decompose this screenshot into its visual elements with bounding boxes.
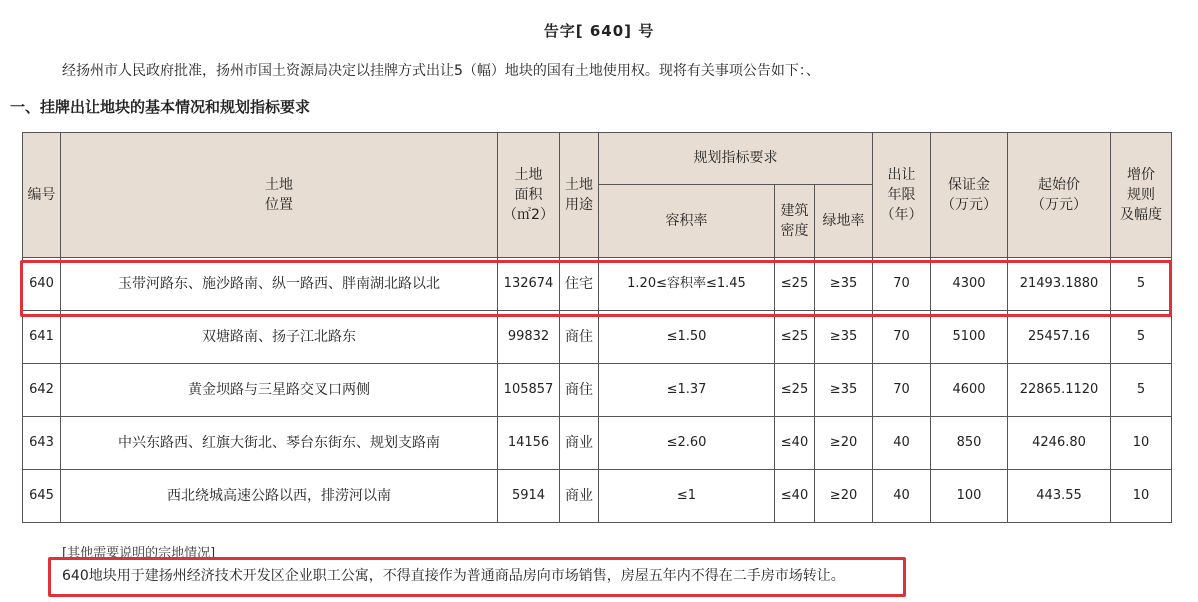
cell-far: ≤1.37 bbox=[599, 364, 775, 417]
cell-green: ≥20 bbox=[815, 417, 873, 470]
note-label: [其他需要说明的宗地情况] bbox=[62, 546, 216, 561]
cell-location: 黄金坝路与三星路交叉口两侧 bbox=[61, 364, 498, 417]
cell-increment: 5 bbox=[1111, 364, 1172, 417]
cell-start-price: 443.55 bbox=[1008, 470, 1111, 523]
cell-term: 70 bbox=[873, 258, 931, 311]
intro-paragraph: 经扬州市人民政府批准，扬州市国土资源局决定以挂牌方式出让5（幅）地块的国有土地使用权。现将有关事项公告如下：、 bbox=[62, 63, 820, 79]
cell-term: 70 bbox=[873, 311, 931, 364]
cell-far: ≤1 bbox=[599, 470, 775, 523]
header-deposit: 保证金 （万元） bbox=[931, 133, 1008, 258]
cell-green: ≥35 bbox=[815, 258, 873, 311]
cell-area: 105857 bbox=[498, 364, 560, 417]
cell-area: 5914 bbox=[498, 470, 560, 523]
table-row bbox=[23, 470, 1172, 523]
cell-term: 70 bbox=[873, 364, 931, 417]
header-planning: 规划指标要求 bbox=[599, 133, 873, 185]
cell-use: 商业 bbox=[560, 470, 599, 523]
cell-location: 玉带河路东、施沙路南、纵一路西、胖南湖北路以北 bbox=[61, 258, 498, 311]
cell-start-price: 21493.1880 bbox=[1008, 258, 1111, 311]
cell-id: 643 bbox=[23, 417, 61, 470]
cell-far: ≤2.60 bbox=[599, 417, 775, 470]
cell-start-price: 25457.16 bbox=[1008, 311, 1111, 364]
cell-term: 40 bbox=[873, 417, 931, 470]
land-plots-table bbox=[22, 132, 1172, 523]
cell-increment: 5 bbox=[1111, 311, 1172, 364]
cell-use: 商住 bbox=[560, 364, 599, 417]
notice-title: 告字[ 640] 号 bbox=[543, 22, 655, 40]
cell-far: 1.20≤容积率≤1.45 bbox=[599, 258, 775, 311]
cell-density: ≤25 bbox=[775, 258, 815, 311]
cell-start-price: 22865.1120 bbox=[1008, 364, 1111, 417]
header-density: 建筑 密度 bbox=[775, 185, 815, 258]
table-row bbox=[23, 417, 1172, 470]
cell-green: ≥20 bbox=[815, 470, 873, 523]
header-start-price: 起始价 （万元） bbox=[1008, 133, 1111, 258]
cell-deposit: 5100 bbox=[931, 311, 1008, 364]
cell-increment: 10 bbox=[1111, 470, 1172, 523]
cell-id: 640 bbox=[23, 258, 61, 311]
header-far: 容积率 bbox=[599, 185, 775, 258]
cell-id: 642 bbox=[23, 364, 61, 417]
cell-increment: 10 bbox=[1111, 417, 1172, 470]
table-row bbox=[23, 364, 1172, 417]
cell-density: ≤40 bbox=[775, 470, 815, 523]
cell-deposit: 4300 bbox=[931, 258, 1008, 311]
cell-green: ≥35 bbox=[815, 364, 873, 417]
header-area: 土地 面积 （㎡2） bbox=[498, 133, 560, 258]
table-row bbox=[23, 311, 1172, 364]
cell-increment: 5 bbox=[1111, 258, 1172, 311]
cell-area: 99832 bbox=[498, 311, 560, 364]
header-use: 土地 用途 bbox=[560, 133, 599, 258]
cell-deposit: 850 bbox=[931, 417, 1008, 470]
cell-location: 双塘路南、扬子江北路东 bbox=[61, 311, 498, 364]
cell-density: ≤25 bbox=[775, 311, 815, 364]
cell-deposit: 4600 bbox=[931, 364, 1008, 417]
cell-term: 40 bbox=[873, 470, 931, 523]
cell-area: 14156 bbox=[498, 417, 560, 470]
note-text: 640地块用于建扬州经济技术开发区企业职工公寓，不得直接作为普通商品房向市场销售，房屋五年内不得在二手房市场转让。 bbox=[62, 568, 845, 584]
cell-use: 住宅 bbox=[560, 258, 599, 311]
section-heading: 一、挂牌出让地块的基本情况和规划指标要求 bbox=[10, 98, 311, 116]
cell-green: ≥35 bbox=[815, 311, 873, 364]
cell-area: 132674 bbox=[498, 258, 560, 311]
header-id: 编号 bbox=[23, 133, 61, 258]
table-row bbox=[23, 258, 1172, 311]
cell-location: 西北绕城高速公路以西，排涝河以南 bbox=[61, 470, 498, 523]
cell-far: ≤1.50 bbox=[599, 311, 775, 364]
cell-id: 645 bbox=[23, 470, 61, 523]
header-term: 出让 年限 （年） bbox=[873, 133, 931, 258]
cell-location: 中兴东路西、红旗大街北、琴台东街东、规划支路南 bbox=[61, 417, 498, 470]
cell-id: 641 bbox=[23, 311, 61, 364]
header-green: 绿地率 bbox=[815, 185, 873, 258]
cell-density: ≤25 bbox=[775, 364, 815, 417]
cell-use: 商业 bbox=[560, 417, 599, 470]
cell-use: 商住 bbox=[560, 311, 599, 364]
cell-density: ≤40 bbox=[775, 417, 815, 470]
header-location: 土地 位置 bbox=[61, 133, 498, 258]
cell-deposit: 100 bbox=[931, 470, 1008, 523]
header-increment: 增价 规则 及幅度 bbox=[1111, 133, 1172, 258]
cell-start-price: 4246.80 bbox=[1008, 417, 1111, 470]
